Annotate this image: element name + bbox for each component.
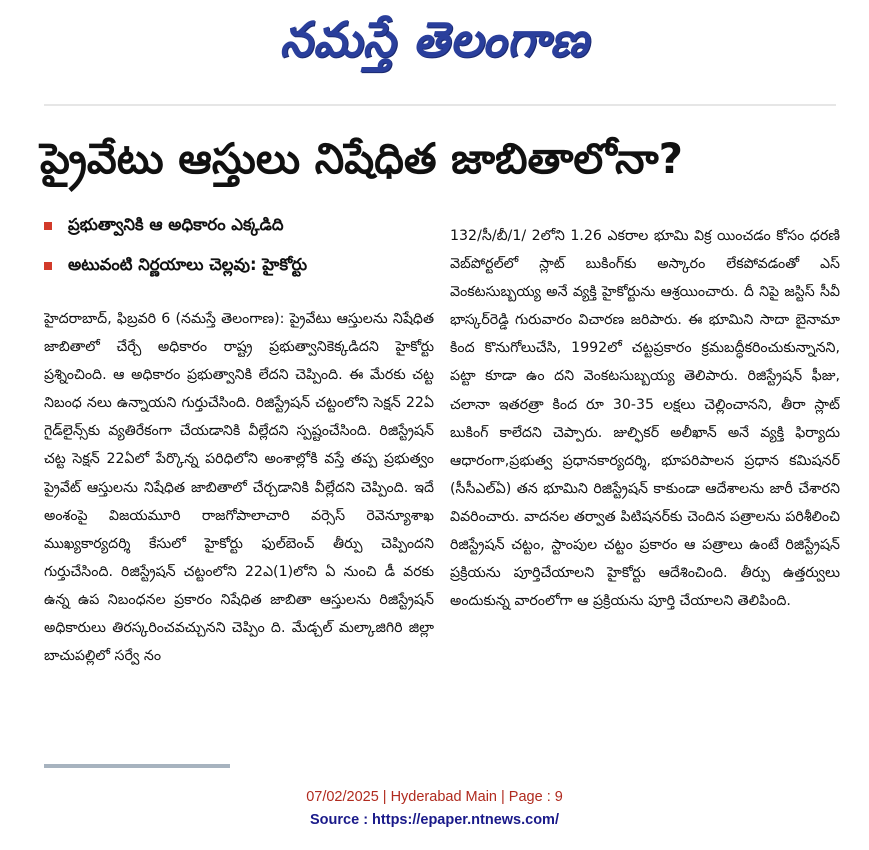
footer-source-link[interactable]: Source : https://epaper.ntnews.com/	[310, 812, 559, 828]
square-bullet-icon	[44, 222, 52, 230]
footer-dateline: 07/02/2025 | Hyderabad Main | Page : 9	[306, 789, 563, 805]
masthead-logo-text: నమస్తే తెలంగాణ	[279, 10, 590, 68]
subheadline-text: ప్రభుత్వానికి ఆ అధికారం ఎక్కడిది	[68, 214, 284, 234]
subheadline-item	[44, 246, 439, 286]
article-body-right: 132/సీ/బీ/1/ 2లోని 1.26 ఎకరాల భూమి విక్ర యించడం కోసం ధరణి వెబ్‌పోర్టల్‌లో స్లాట్ బుకింగ్‌కు అస్కారం లేకపోవడంతో ఎస్ వెంకటసుబ్బయ్య అనే వ్యక్తి హైకోర్టును ఆశ్రయించారు. దీ నిపై జస్టిస్ సీవీ భాస్కర్‌రెడ్డి గురువారం విచారణ జరిపారు. ఈ భూమిని సాదా బైనామా కింద కొనుగోలుచేసి, 1992లో చట్టప్రకారం క్రమబద్ధీకరించుకున్నానని, పట్టా కూడా ఉం దని వెంకటసుబ్బయ్య తెలిపారు. రిజిస్ట్రేషన్ ఫీజు, చలానా ఇతరత్రా కింద రూ 30-35 లక్షలు చెల్లించానని, తీరా స్లాట్ బుకింగ్ కాలేదని చెప్పారు. జుల్ఫికర్ అలీఖాన్ అనే వ్యక్తి ఫిర్యాదు ఆధారంగా,ప్రభుత్వ ప్రధానకార్యదర్శి, భూపరిపాలన ప్రధాన కమిషనర్ (సీసీఎల్ఏ) తన భూమిని రిజిస్ట్రేషన్ కాకుండా ఆదేశాలను జారీ చేశారని వివరించారు. వాదనల తర్వాత పిటిషనర్‌కు చెందిన పత్రాలను పరిశీలించి రిజిస్ట్రేషన్ చట్టం, స్టాంపుల చట్టం ప్రకారం ఆ పత్రాలు ఉంటే రిజిస్ట్రేషన్ ప్రక్రియను పూర్తిచేయాలని హైకోర్టు ఆదేశించింది. తీర్పు ఉత్తర్వులు అందుకున్న వారంలోగా ఆ ప్రక్రియను పూర్తి చేయాలని తెలిపింది.	[450, 228, 840, 610]
subheadline-text: అటువంటి నిర్ణయాలు చెల్లవు: హైకోర్టు	[68, 254, 308, 274]
page-footer	[0, 786, 869, 832]
article-column-left	[44, 305, 434, 757]
masthead-divider	[44, 104, 836, 106]
article-column-right	[450, 222, 840, 757]
square-bullet-icon	[44, 262, 52, 270]
subheadline-list	[44, 206, 439, 286]
article-end-bar	[44, 764, 230, 768]
masthead	[0, 6, 869, 72]
article-body-left: హైదరాబాద్, ఫిబ్రవరి 6 (నమస్తే తెలంగాణ): ప్రైవేటు ఆస్తులను నిషేధిత జాబితాలో చేర్చే అధికారం రాష్ట్ర ప్రభుత్వానికెక్కడిదని హైకోర్టు ప్రశ్నించింది. ఆ అధికారం ప్రభుత్వానికి లేదని చెప్పింది. ఈ మేరకు చట్ట నిబంధ నలు ఉన్నాయని గుర్తుచేసింది. రిజిస్ట్రేషన్ చట్టంలోని సెక్షన్ 22ఏ గైడ్‌లైన్స్‌కు వ్యతిరేకంగా చేయడానికి వీల్లేదని స్పష్టంచేసింది. రిజిస్ట్రేషన్ చట్ట సెక్షన్ 22ఏలో పేర్కొన్న పరిధిలోని అంశాల్లోకి వస్తే తప్ప ప్రభుత్వం ప్రైవేట్ ఆస్తులను నిషేధిత జాబితాలో చేర్చడానికి వీల్లేదని చెప్పింది. ఇదే అంశంపై విజయమూరి రాజగోపాలాచారి వర్సెస్ రెవెన్యూశాఖ ముఖ్యకార్యదర్శి కేసులో హైకోర్టు ఫుల్‌బెంచ్ తీర్పు చెప్పిందని గుర్తుచేసింది. రిజిస్ట్రేషన్ చట్టంలోని 22ఎ(1)లోని ఏ నుంచి డీ వరకు ఉన్న ఉప నిబంధనల ప్రకారం నిషేధిత జాబితా ఆస్తులను రిజిస్ట్రేషన్ అధికారులు తిరస్కరించవచ్చునని చెప్పిం ది. మేడ్చల్ మల్కాజిగిరి జిల్లా బాచుపల్లిలో సర్వే నం	[44, 311, 434, 665]
subheadline-item	[44, 206, 439, 246]
article-headline: ప్రైవేటు ఆస్తులు నిషేధిత జాబితాలోనా?	[40, 134, 683, 183]
